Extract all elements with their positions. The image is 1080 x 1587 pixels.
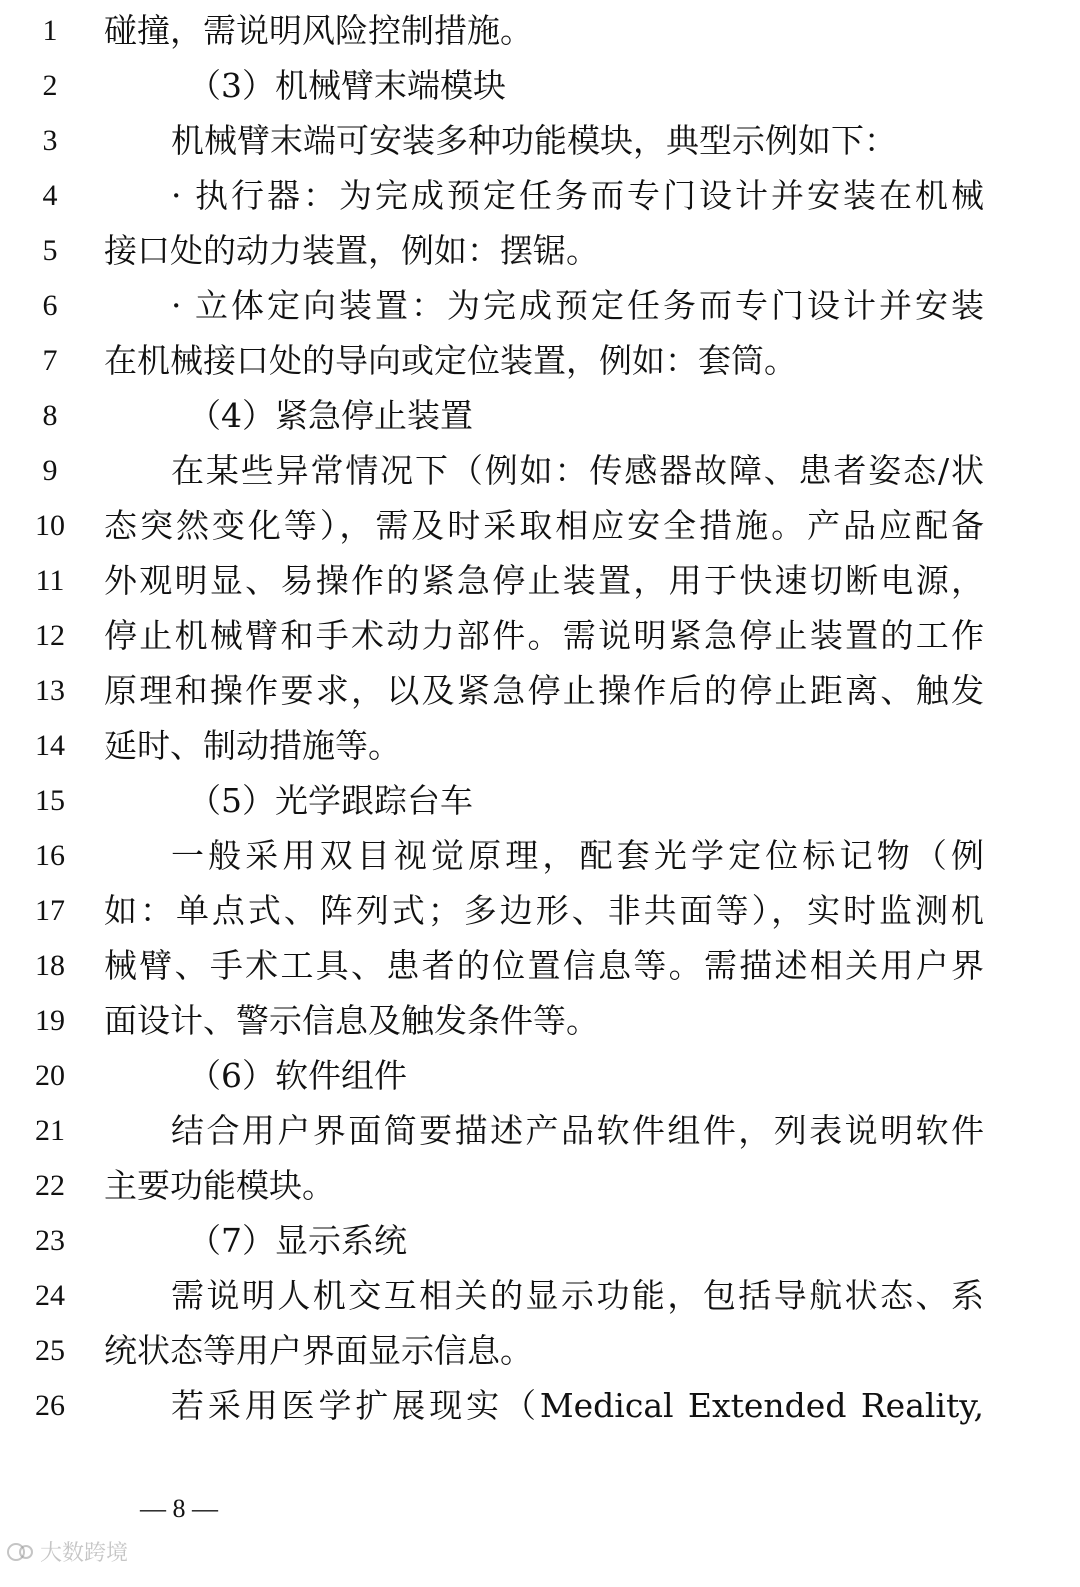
section-heading: （5）光学跟踪台车	[188, 781, 473, 820]
text-line	[0, 883, 1080, 938]
line-text: 延时、制动措施等。	[104, 726, 401, 765]
line-text: 态突然变化等），需及时采取相应安全措施。产品应配备	[104, 506, 984, 545]
line-text: 需说明人机交互相关的显示功能，包括导航状态、系	[171, 1276, 984, 1315]
line-text: 主要功能模块。	[104, 1166, 335, 1205]
line-text: 在某些异常情况下（例如：传感器故障、患者姿态/状	[171, 451, 984, 490]
text-line	[0, 223, 1080, 278]
text-line	[0, 278, 1080, 333]
line-text: · 立体定向装置：为完成预定任务而专门设计并安装	[171, 286, 984, 325]
line-text: 如：单点式、阵列式；多边形、非共面等），实时监测机	[104, 891, 984, 930]
text-line	[0, 498, 1080, 553]
line-number: 18	[35, 949, 65, 982]
line-text: 面设计、警示信息及触发条件等。	[104, 1001, 599, 1040]
line-number: 24	[35, 1279, 65, 1312]
line-text: 统状态等用户界面显示信息。	[104, 1331, 533, 1370]
line-text: 外观明显、易操作的紧急停止装置，用于快速切断电源，	[104, 561, 984, 600]
line-number: 25	[35, 1334, 65, 1367]
line-number: 7	[42, 344, 58, 377]
section-heading-line	[0, 388, 1080, 443]
watermark-text: 大数跨境	[40, 1541, 129, 1566]
text-line	[0, 1103, 1080, 1158]
line-number: 20	[35, 1059, 65, 1092]
section-heading-line	[0, 773, 1080, 828]
line-text: 在机械接口处的导向或定位装置，例如：套筒。	[104, 341, 797, 380]
text-line	[0, 3, 1080, 58]
page-number: — 8 —	[140, 1494, 218, 1523]
text-line	[0, 608, 1080, 663]
line-text: · 执行器：为完成预定任务而专门设计并安装在机械	[171, 176, 984, 215]
section-heading-line	[0, 1213, 1080, 1268]
text-line	[0, 993, 1080, 1048]
text-line	[0, 168, 1080, 223]
line-text: 接口处的动力装置，例如：摆锯。	[104, 231, 599, 270]
line-number: 17	[35, 894, 65, 927]
line-number: 8	[42, 399, 58, 432]
section-heading-line	[0, 1048, 1080, 1103]
line-text: 原理和操作要求，以及紧急停止操作后的停止距离、触发	[104, 671, 984, 710]
line-text: 停止机械臂和手术动力部件。需说明紧急停止装置的工作	[104, 616, 984, 655]
text-line	[0, 333, 1080, 388]
line-number: 6	[42, 289, 58, 322]
text-line	[0, 1158, 1080, 1213]
line-number: 11	[35, 564, 65, 597]
text-line	[0, 1323, 1080, 1378]
line-text: 若采用医学扩展现实（Medical Extended Reality,	[171, 1386, 984, 1425]
section-heading: （7）显示系统	[188, 1221, 407, 1260]
line-number: 2	[42, 69, 58, 102]
line-number: 15	[35, 784, 65, 817]
line-number: 16	[35, 839, 65, 872]
line-text: 一般采用双目视觉原理，配套光学定位标记物（例	[171, 836, 984, 875]
line-number: 4	[42, 179, 58, 212]
brand-logo-icon	[6, 1541, 36, 1563]
line-text: 结合用户界面简要描述产品软件组件，列表说明软件	[171, 1111, 984, 1150]
section-heading-line	[0, 58, 1080, 113]
text-line	[0, 113, 1080, 168]
line-text: 碰撞，需说明风险控制措施。	[104, 11, 533, 50]
text-line	[0, 663, 1080, 718]
line-number: 19	[35, 1004, 65, 1037]
text-line	[0, 1268, 1080, 1323]
line-number: 1	[42, 14, 58, 47]
text-line	[0, 443, 1080, 498]
text-line	[0, 718, 1080, 773]
line-number: 5	[42, 234, 58, 267]
line-number: 3	[42, 124, 58, 157]
text-line	[0, 1378, 1080, 1433]
line-number: 26	[35, 1389, 65, 1422]
line-number: 14	[35, 729, 65, 762]
line-number: 21	[35, 1114, 65, 1147]
line-number: 12	[35, 619, 65, 652]
line-text: 械臂、手术工具、患者的位置信息等。需描述相关用户界	[104, 946, 984, 985]
line-number: 13	[35, 674, 65, 707]
section-heading: （6）软件组件	[188, 1056, 407, 1095]
line-text: 机械臂末端可安装多种功能模块，典型示例如下：	[171, 121, 897, 160]
section-heading: （4）紧急停止装置	[188, 396, 473, 435]
line-number: 23	[35, 1224, 65, 1257]
line-number: 22	[35, 1169, 65, 1202]
text-line	[0, 553, 1080, 608]
watermark	[6, 1536, 128, 1567]
line-number: 10	[35, 509, 65, 542]
text-line	[0, 938, 1080, 993]
line-number: 9	[42, 454, 58, 487]
section-heading: （3）机械臂末端模块	[188, 66, 506, 105]
text-line	[0, 828, 1080, 883]
